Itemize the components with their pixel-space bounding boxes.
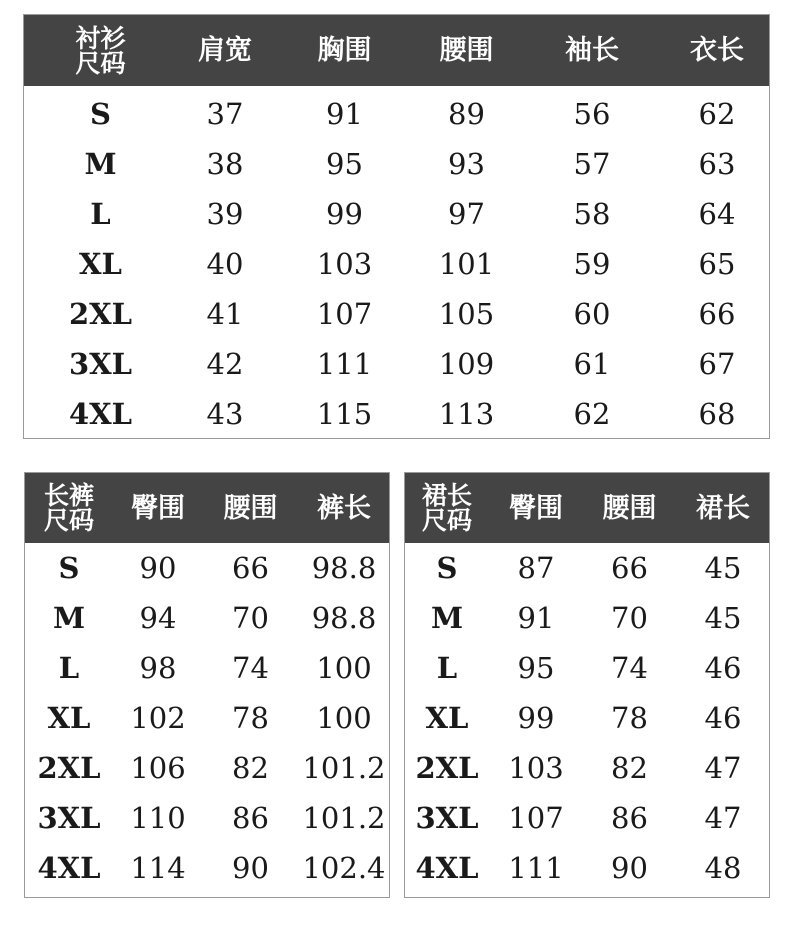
table-header xyxy=(24,15,769,86)
measurement-value: 40 xyxy=(206,246,244,281)
measurement-value: 68 xyxy=(698,396,736,431)
measurement-value: 64 xyxy=(698,196,736,231)
measurement-value: 82 xyxy=(611,750,648,785)
measurement-value: 98.8 xyxy=(311,550,377,585)
measurement-value: 78 xyxy=(611,700,648,735)
table-row xyxy=(405,743,769,793)
size-label: S xyxy=(58,550,80,585)
header-cell: 裙长 xyxy=(696,492,750,524)
measurement-value: 62 xyxy=(698,96,736,131)
table-row xyxy=(405,643,769,693)
size-label: M xyxy=(430,600,464,635)
measurement-value: 93 xyxy=(448,146,485,181)
table-row xyxy=(25,693,389,743)
size-label: XL xyxy=(425,700,469,735)
measurement-value: 114 xyxy=(130,850,186,885)
measurement-value: 38 xyxy=(206,146,244,181)
size-label: 3XL xyxy=(68,346,133,381)
table-row xyxy=(405,593,769,643)
measurement-value: 101.2 xyxy=(302,800,386,835)
measurement-value: 65 xyxy=(698,246,736,281)
table-body xyxy=(25,543,389,893)
measurement-value: 87 xyxy=(517,550,555,585)
measurement-value: 57 xyxy=(573,146,611,181)
measurement-value: 103 xyxy=(316,246,373,281)
header-cell: 衣长 xyxy=(690,35,744,66)
size-label: S xyxy=(436,550,458,585)
header-cell: 袖长 xyxy=(565,35,619,66)
header-cell: 腰围 xyxy=(439,35,494,66)
measurement-value: 86 xyxy=(611,800,648,835)
size-label: XL xyxy=(79,246,122,281)
measurement-value: 48 xyxy=(704,850,742,885)
measurement-value: 61 xyxy=(573,346,611,381)
measurement-value: 56 xyxy=(573,96,611,131)
header-cell: 衬衫 尺码 xyxy=(75,23,126,78)
table-row xyxy=(24,89,769,139)
size-label: 4XL xyxy=(415,850,479,885)
table-row xyxy=(25,593,389,643)
measurement-value: 95 xyxy=(517,650,555,685)
table-row xyxy=(24,239,769,289)
measurement-value: 102.4 xyxy=(302,850,386,885)
measurement-value: 66 xyxy=(611,550,648,585)
table-row xyxy=(24,389,769,439)
measurement-value: 110 xyxy=(130,800,186,835)
measurement-value: 67 xyxy=(698,346,736,381)
measurement-value: 46 xyxy=(704,700,742,735)
measurement-value: 66 xyxy=(232,550,269,585)
size-label: 3XL xyxy=(37,800,101,835)
measurement-value: 115 xyxy=(316,396,373,431)
table-row xyxy=(24,139,769,189)
size-label: 2XL xyxy=(415,750,479,785)
size-label: M xyxy=(84,146,117,181)
size-label: S xyxy=(90,96,111,131)
table-row xyxy=(25,543,389,593)
measurement-value: 47 xyxy=(704,750,742,785)
measurement-value: 98 xyxy=(139,650,177,685)
measurement-value: 99 xyxy=(517,700,555,735)
measurement-value: 95 xyxy=(326,146,363,181)
size-label: 3XL xyxy=(415,800,479,835)
measurement-value: 63 xyxy=(698,146,736,181)
skirt-size-table xyxy=(404,472,770,898)
measurement-value: 45 xyxy=(704,550,742,585)
header-cell: 臀围 xyxy=(131,492,185,524)
measurement-value: 70 xyxy=(232,600,269,635)
table-body xyxy=(24,86,769,439)
measurement-value: 113 xyxy=(438,396,495,431)
header-cell: 腰围 xyxy=(602,492,657,524)
measurement-value: 82 xyxy=(232,750,269,785)
measurement-value: 46 xyxy=(704,650,742,685)
table-row xyxy=(24,339,769,389)
table-row xyxy=(405,543,769,593)
measurement-value: 91 xyxy=(326,96,363,131)
table-row xyxy=(405,843,769,893)
size-label: L xyxy=(58,650,80,685)
measurement-value: 106 xyxy=(130,750,186,785)
table-row xyxy=(24,189,769,239)
size-label: 2XL xyxy=(37,750,101,785)
measurement-value: 103 xyxy=(508,750,564,785)
table-header xyxy=(25,473,389,543)
measurement-value: 101 xyxy=(438,246,495,281)
table-row xyxy=(25,643,389,693)
measurement-value: 100 xyxy=(316,650,372,685)
size-label: M xyxy=(52,600,86,635)
table-header xyxy=(405,473,769,543)
measurement-value: 111 xyxy=(316,346,373,381)
measurement-value: 41 xyxy=(206,296,244,331)
measurement-value: 37 xyxy=(206,96,244,131)
measurement-value: 42 xyxy=(206,346,244,381)
size-label: L xyxy=(436,650,458,685)
measurement-value: 59 xyxy=(573,246,611,281)
table-row xyxy=(405,793,769,843)
header-cell: 裙长 尺码 xyxy=(421,481,472,535)
table-row xyxy=(25,843,389,893)
measurement-value: 66 xyxy=(698,296,736,331)
measurement-value: 90 xyxy=(139,550,177,585)
measurement-value: 70 xyxy=(611,600,648,635)
measurement-value: 39 xyxy=(206,196,244,231)
pants-size-table xyxy=(24,472,390,898)
table-row xyxy=(405,693,769,743)
measurement-value: 74 xyxy=(232,650,269,685)
header-cell: 胸围 xyxy=(317,35,372,66)
size-label: XL xyxy=(47,700,91,735)
shirt-size-table xyxy=(23,14,770,439)
measurement-value: 99 xyxy=(326,196,363,231)
size-label: 4XL xyxy=(68,396,133,431)
size-label: L xyxy=(90,196,111,231)
measurement-value: 94 xyxy=(139,600,177,635)
measurement-value: 74 xyxy=(611,650,648,685)
measurement-value: 62 xyxy=(573,396,611,431)
measurement-value: 105 xyxy=(438,296,495,331)
measurement-value: 97 xyxy=(448,196,485,231)
measurement-value: 90 xyxy=(611,850,648,885)
measurement-value: 47 xyxy=(704,800,742,835)
size-label: 4XL xyxy=(37,850,101,885)
header-cell: 长裤 尺码 xyxy=(43,481,94,535)
measurement-value: 107 xyxy=(508,800,564,835)
size-label: 2XL xyxy=(68,296,133,331)
measurement-value: 111 xyxy=(508,850,564,885)
measurement-value: 89 xyxy=(448,96,485,131)
measurement-value: 43 xyxy=(206,396,244,431)
table-row xyxy=(25,743,389,793)
measurement-value: 45 xyxy=(704,600,742,635)
table-body xyxy=(405,543,769,893)
measurement-value: 101.2 xyxy=(302,750,386,785)
measurement-value: 98.8 xyxy=(311,600,377,635)
measurement-value: 100 xyxy=(316,700,372,735)
measurement-value: 91 xyxy=(517,600,555,635)
header-cell: 肩宽 xyxy=(198,35,252,66)
measurement-value: 102 xyxy=(130,700,186,735)
table-row xyxy=(25,793,389,843)
header-cell: 腰围 xyxy=(223,492,278,524)
measurement-value: 78 xyxy=(232,700,269,735)
header-cell: 臀围 xyxy=(509,492,563,524)
measurement-value: 60 xyxy=(573,296,611,331)
table-row xyxy=(24,289,769,339)
measurement-value: 86 xyxy=(232,800,269,835)
measurement-value: 58 xyxy=(573,196,611,231)
measurement-value: 109 xyxy=(438,346,495,381)
measurement-value: 107 xyxy=(316,296,373,331)
header-cell: 裤长 xyxy=(317,492,371,524)
measurement-value: 90 xyxy=(232,850,269,885)
